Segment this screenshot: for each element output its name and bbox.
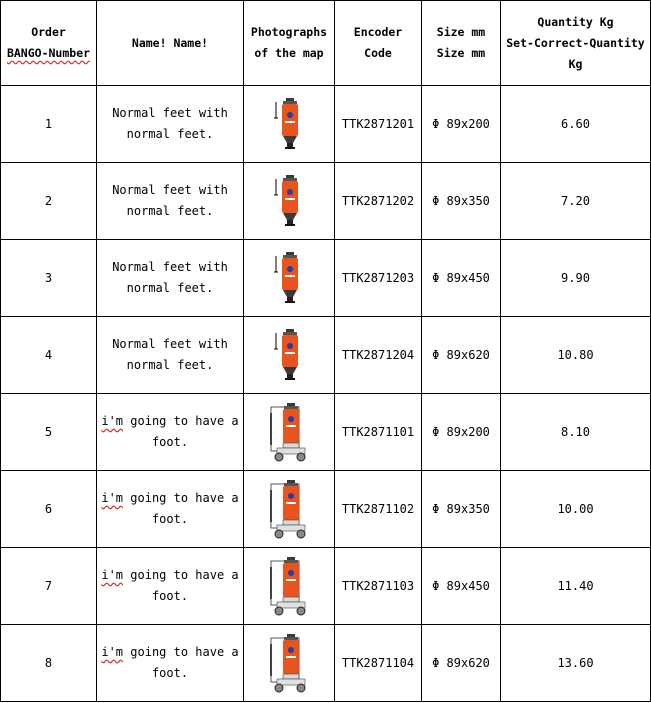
name-cell bbox=[97, 163, 244, 240]
table-row bbox=[1, 394, 651, 471]
wheeled-foot-unit-icon bbox=[267, 632, 311, 694]
name-line1 bbox=[97, 565, 243, 586]
header-order-line1: Order bbox=[31, 25, 66, 39]
header-size-line2: Size mm bbox=[436, 46, 486, 60]
order-cell: 2 bbox=[1, 163, 97, 240]
name-cell bbox=[97, 394, 244, 471]
order-cell: 5 bbox=[1, 394, 97, 471]
name-line2: normal feet. bbox=[126, 358, 214, 372]
name-line1 bbox=[97, 642, 243, 663]
photo-cell bbox=[244, 317, 335, 394]
name-line1-rest: going to have a bbox=[123, 568, 239, 582]
header-qty-line3: Kg bbox=[568, 56, 583, 71]
name-line2: foot. bbox=[151, 512, 189, 526]
name-cell bbox=[97, 625, 244, 702]
header-qty-line1: Quantity Kg bbox=[537, 14, 614, 29]
size-cell: Φ 89x620 bbox=[422, 625, 501, 702]
name-line1-rest: going to have a bbox=[123, 491, 239, 505]
header-code-line1: Encoder bbox=[353, 25, 403, 39]
code-cell: TTK2871203 bbox=[335, 240, 422, 317]
wheeled-foot-unit-icon bbox=[267, 478, 311, 540]
name-cell bbox=[97, 548, 244, 625]
order-cell: 4 bbox=[1, 317, 97, 394]
name-line1-word: i'm bbox=[101, 491, 124, 505]
wheeled-foot-unit-icon bbox=[267, 555, 311, 617]
name-line2: foot. bbox=[151, 589, 189, 603]
name-line2: foot. bbox=[151, 435, 189, 449]
size-cell: Φ 89x450 bbox=[422, 548, 501, 625]
size-cell: Φ 89x200 bbox=[422, 86, 501, 163]
size-cell: Φ 89x350 bbox=[422, 471, 501, 548]
name-line1: Normal feet with bbox=[112, 260, 228, 274]
table-row bbox=[1, 163, 651, 240]
code-cell: TTK2871201 bbox=[335, 86, 422, 163]
photo-cell bbox=[244, 471, 335, 548]
header-order-line2: BANGO-Number bbox=[6, 46, 91, 60]
qty-cell: 11.40 bbox=[501, 548, 651, 625]
size-cell: Φ 89x350 bbox=[422, 163, 501, 240]
code-cell: TTK2871204 bbox=[335, 317, 422, 394]
order-cell: 6 bbox=[1, 471, 97, 548]
header-order bbox=[1, 1, 97, 86]
name-line2: foot. bbox=[151, 666, 189, 680]
name-line2: normal feet. bbox=[126, 204, 214, 218]
code-cell: TTK2871102 bbox=[335, 471, 422, 548]
header-code-line2: Code bbox=[364, 46, 392, 60]
wheeled-foot-unit-icon bbox=[267, 401, 311, 463]
header-qty bbox=[501, 1, 651, 86]
header-size bbox=[422, 1, 501, 86]
table-row bbox=[1, 317, 651, 394]
normal-feet-unit-icon bbox=[269, 173, 309, 229]
name-line1-word: i'm bbox=[101, 414, 124, 428]
code-cell: TTK2871103 bbox=[335, 548, 422, 625]
photo-cell bbox=[244, 163, 335, 240]
qty-cell: 7.20 bbox=[501, 163, 651, 240]
header-photo-line2: of the map bbox=[254, 46, 324, 60]
photo-cell bbox=[244, 625, 335, 702]
name-cell bbox=[97, 86, 244, 163]
photo-cell bbox=[244, 394, 335, 471]
header-row bbox=[1, 1, 651, 86]
name-line1: Normal feet with bbox=[112, 106, 228, 120]
name-line1-word: i'm bbox=[101, 568, 124, 582]
qty-cell: 9.90 bbox=[501, 240, 651, 317]
header-photo-line1: Photographs bbox=[250, 25, 328, 39]
order-cell: 1 bbox=[1, 86, 97, 163]
normal-feet-unit-icon bbox=[269, 327, 309, 383]
size-cell: Φ 89x450 bbox=[422, 240, 501, 317]
normal-feet-unit-icon bbox=[269, 96, 309, 152]
name-line1-rest: going to have a bbox=[123, 414, 239, 428]
code-cell: TTK2871101 bbox=[335, 394, 422, 471]
order-cell: 8 bbox=[1, 625, 97, 702]
order-cell: 7 bbox=[1, 548, 97, 625]
size-cell: Φ 89x200 bbox=[422, 394, 501, 471]
qty-cell: 8.10 bbox=[501, 394, 651, 471]
name-line1-rest: going to have a bbox=[123, 645, 239, 659]
photo-cell bbox=[244, 548, 335, 625]
name-line1 bbox=[97, 411, 243, 432]
name-line2: normal feet. bbox=[126, 281, 214, 295]
qty-cell: 13.60 bbox=[501, 625, 651, 702]
table-row bbox=[1, 625, 651, 702]
size-cell: Φ 89x620 bbox=[422, 317, 501, 394]
table-row bbox=[1, 86, 651, 163]
header-code bbox=[335, 1, 422, 86]
header-name: Name! Name! bbox=[97, 1, 244, 86]
table-row bbox=[1, 471, 651, 548]
photo-cell bbox=[244, 86, 335, 163]
table-row bbox=[1, 240, 651, 317]
name-cell bbox=[97, 317, 244, 394]
header-size-line1: Size mm bbox=[436, 25, 486, 39]
photo-cell bbox=[244, 240, 335, 317]
qty-cell: 6.60 bbox=[501, 86, 651, 163]
table-row bbox=[1, 548, 651, 625]
name-line1-word: i'm bbox=[101, 645, 124, 659]
name-line2: normal feet. bbox=[126, 127, 214, 141]
name-line1: Normal feet with bbox=[112, 337, 228, 351]
qty-cell: 10.00 bbox=[501, 471, 651, 548]
order-cell: 3 bbox=[1, 240, 97, 317]
name-line1 bbox=[97, 488, 243, 509]
normal-feet-unit-icon bbox=[269, 250, 309, 306]
name-cell bbox=[97, 471, 244, 548]
code-cell: TTK2871202 bbox=[335, 163, 422, 240]
name-cell bbox=[97, 240, 244, 317]
qty-cell: 10.80 bbox=[501, 317, 651, 394]
header-qty-line2: Set-Correct-Quantity bbox=[506, 35, 645, 50]
name-line1: Normal feet with bbox=[112, 183, 228, 197]
header-photo bbox=[244, 1, 335, 86]
code-cell: TTK2871104 bbox=[335, 625, 422, 702]
